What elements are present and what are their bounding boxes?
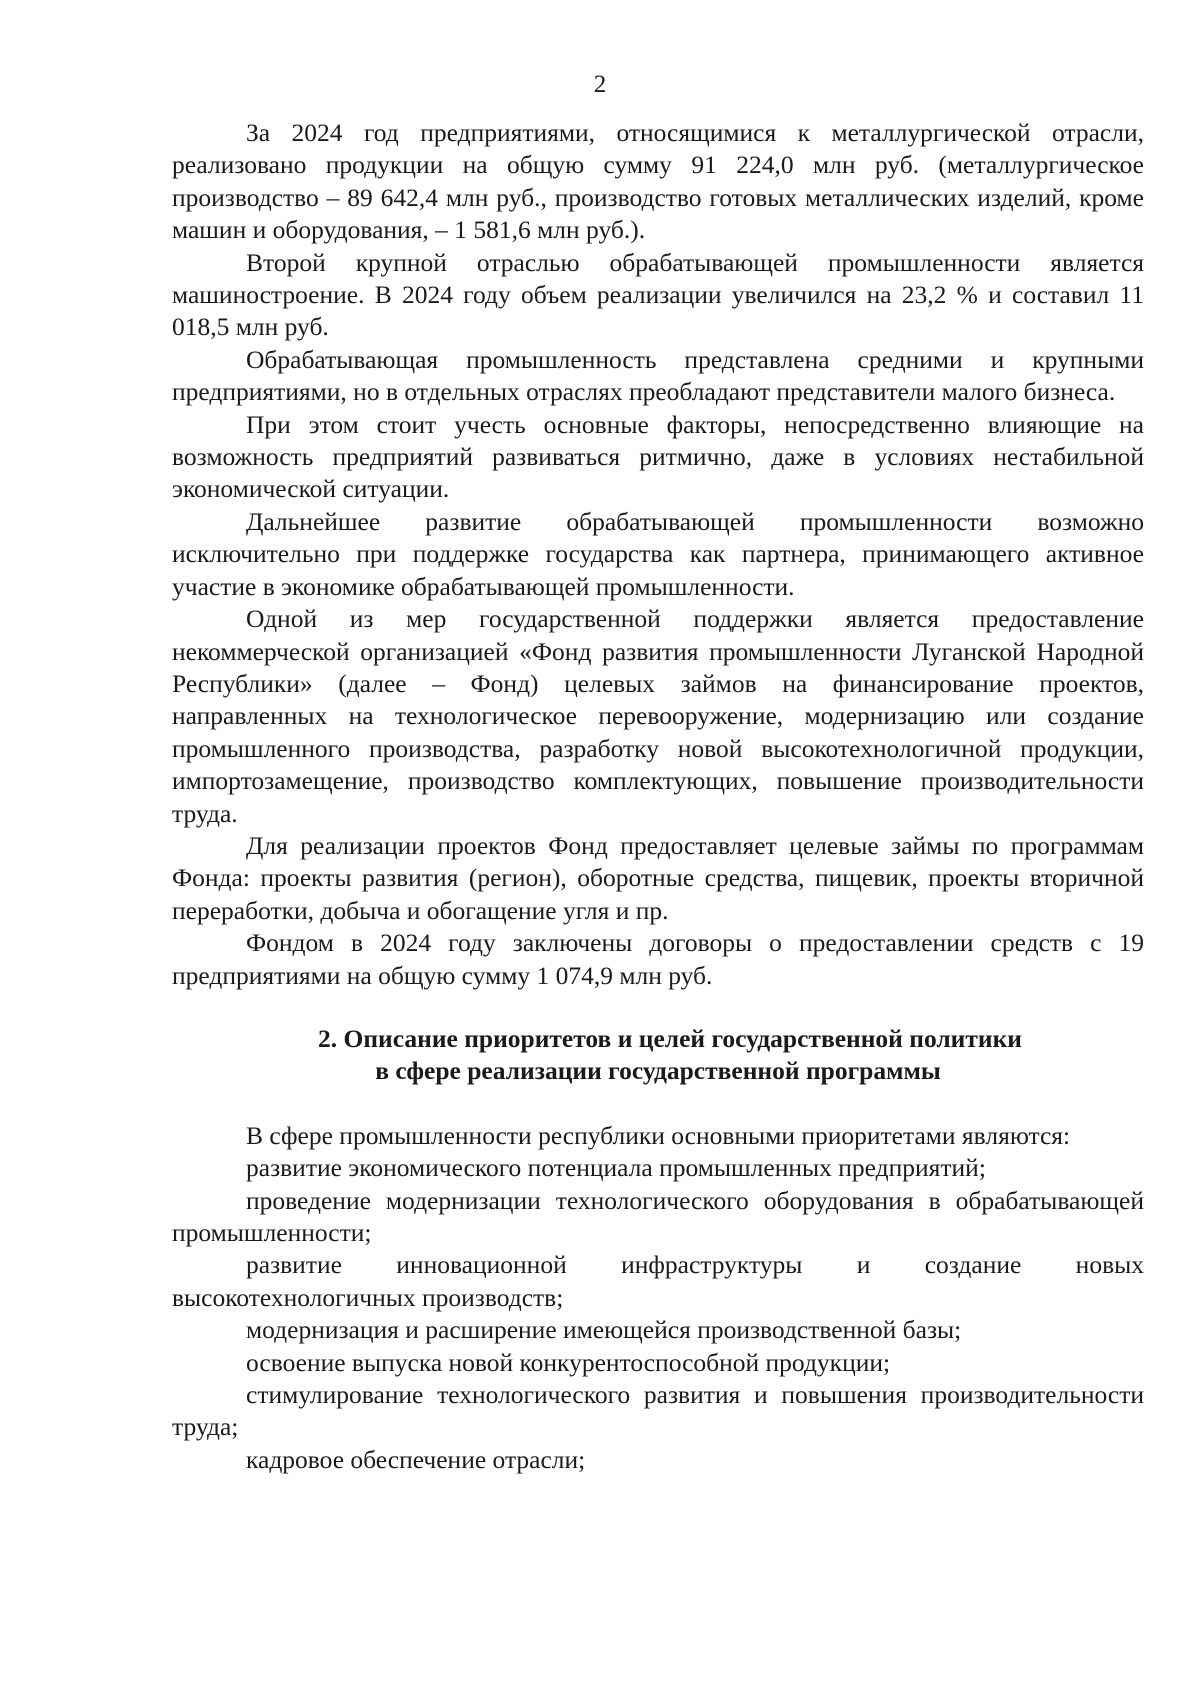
page-number: 2 bbox=[593, 71, 607, 98]
priority-item: кадровое обеспечение отрасли; bbox=[246, 1444, 586, 1474]
section-heading-line-2: в сфере реализации государственной программы bbox=[375, 1056, 941, 1086]
paragraph-fund-loans: Одной из мер государственной поддержки является предоставление некоммерческой организацией «Фонд развития промышленности Луганской Народной Республики» (далее – Фонд) целевых займов на финансирование проектов, направленных на технологическое перевооружение, модернизацию или создание промышленного производства, разработку новой высокотехнологичной продукции, импортозамещение, производство комплектующих, повышение производительности труда. bbox=[172, 604, 1144, 828]
section-heading bbox=[172, 1023, 1144, 1088]
priority-item: модернизация и расширение имеющейся производственной базы; bbox=[246, 1315, 962, 1345]
priority-item: проведение модернизации технологического оборудования в обрабатывающей промышленности; bbox=[172, 1185, 1144, 1247]
priority-item: развитие инновационной инфраструктуры и создание новых высокотехнологичных производств; bbox=[172, 1250, 1144, 1312]
paragraph-fund-contracts: Фондом в 2024 году заключены договоры о предоставлении средств с 19 предприятиями на общую сумму 1 074,9 млн руб. bbox=[172, 928, 1144, 990]
priority-item: освоение выпуска новой конкурентоспособной продукции; bbox=[246, 1347, 891, 1377]
priority-item: развитие экономического потенциала промышленных предприятий; bbox=[246, 1153, 986, 1183]
paragraph-machine-building: Второй крупной отраслью обрабатывающей промышленности является машиностроение. В 2024 году объем реализации увеличился на 23,2 % и составил 11 018,5 млн руб. bbox=[172, 247, 1144, 342]
paragraph-enterprise-structure: Обрабатывающая промышленность представлена средними и крупными предприятиями, но в отдельных отраслях преобладают представители малого бизнеса. bbox=[172, 344, 1144, 407]
paragraph-priorities-intro: В сфере промышленности республики основными приоритетами являются: bbox=[246, 1120, 1071, 1150]
section-heading-line-1: 2. Описание приоритетов и целей государственной политики bbox=[318, 1023, 1022, 1053]
paragraph-state-support: Дальнейшее развитие обрабатывающей промышленности возможно исключительно при поддержке государства как партнера, принимающего активное участие в экономике обрабатывающей промышленности. bbox=[172, 506, 1144, 601]
paragraph-fund-programs: Для реализации проектов Фонд предоставляет целевые займы по программам Фонда: проекты развития (регион), оборотные средства, пищевик, проекты вторичной переработки, добыча и обогащение угля и пр. bbox=[172, 830, 1144, 925]
paragraph-metallurgy: За 2024 год предприятиями, относящимися к металлургической отрасли, реализовано продукции на общую сумму 91 224,0 млн руб. (металлургическое производство – 89 642,4 млн руб., производство готовых металлических изделий, кроме машин и оборудования, – 1 581,6 млн руб.). bbox=[172, 118, 1144, 245]
document-body bbox=[172, 117, 1144, 1476]
paragraph-factors: При этом стоит учесть основные факторы, непосредственно влияющие на возможность предприятий развиваться ритмично, даже в условиях нестабильной экономической ситуации. bbox=[172, 409, 1144, 504]
priority-item: стимулирование технологического развития и повышения производительности труда; bbox=[172, 1380, 1144, 1442]
